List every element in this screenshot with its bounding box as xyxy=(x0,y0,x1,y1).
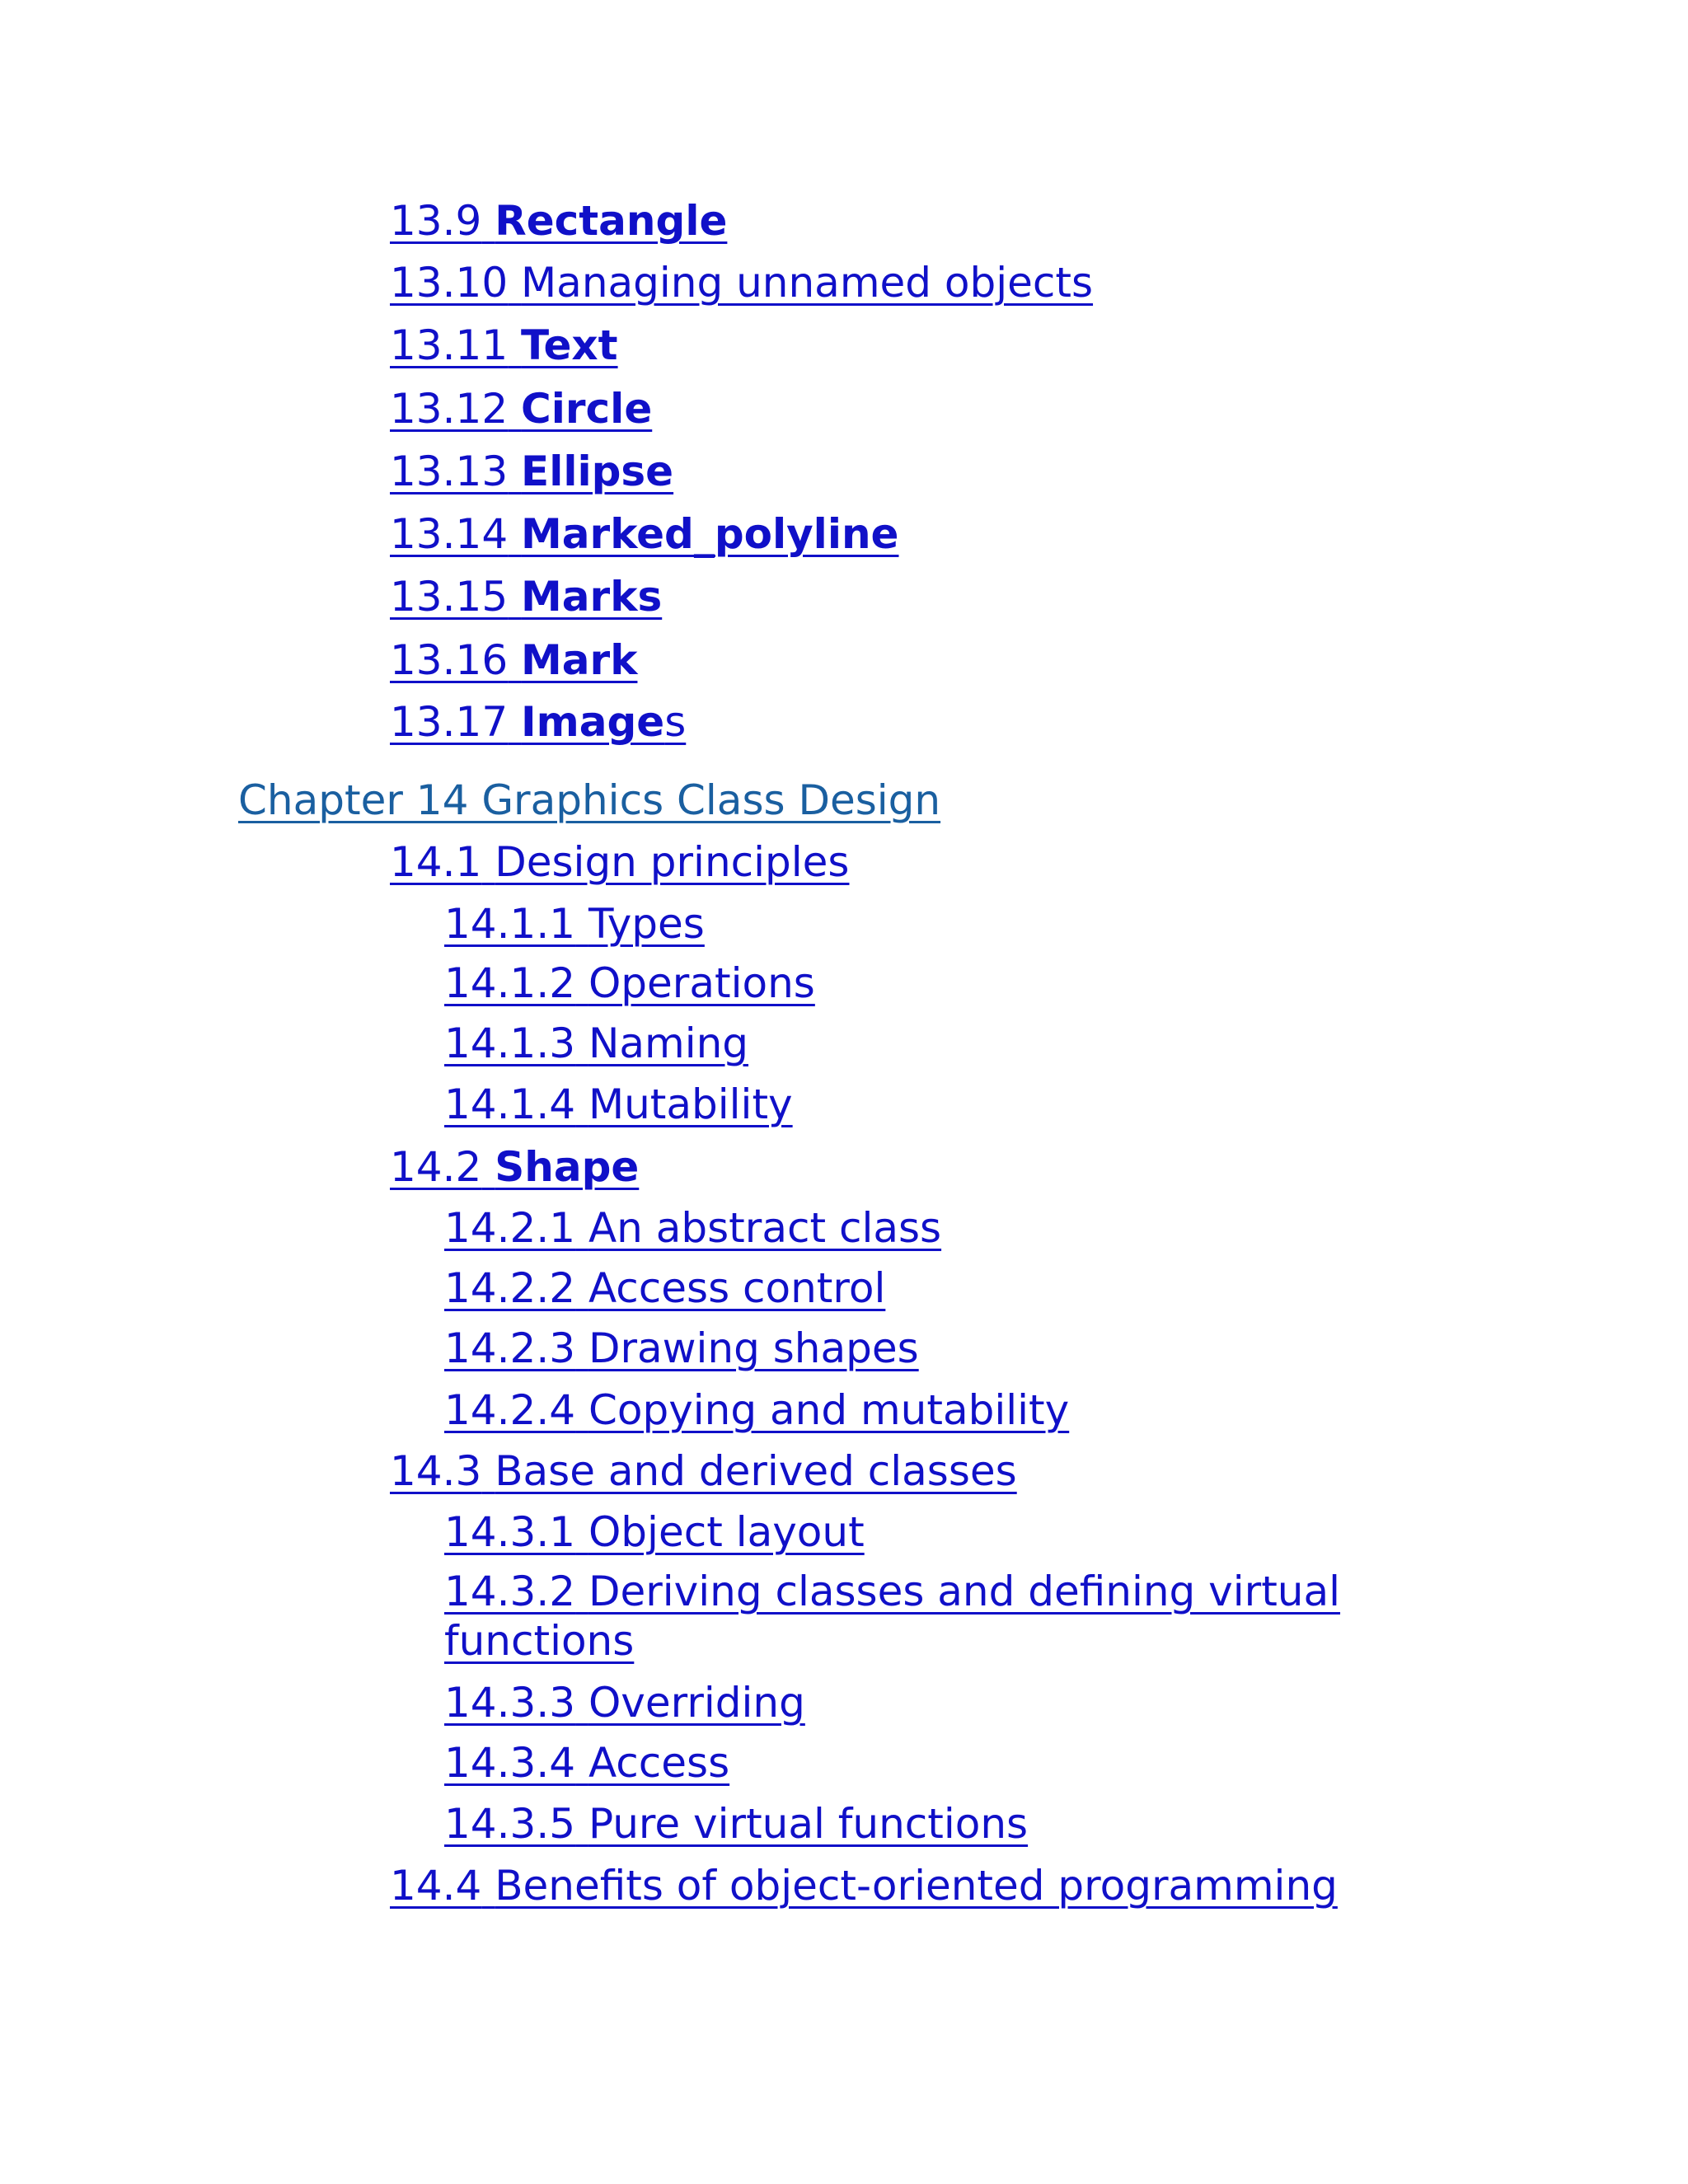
section-number: 13.10 xyxy=(390,259,509,307)
section-title: Mutability xyxy=(588,1080,793,1128)
section-number: 13.11 xyxy=(390,321,509,369)
section-number: 14.3.4 xyxy=(444,1739,576,1787)
toc-link-14-1[interactable] xyxy=(390,837,849,887)
section-number: 14.2.4 xyxy=(444,1386,576,1434)
toc-link-13-9[interactable] xyxy=(390,196,727,246)
section-title: Types xyxy=(588,900,705,948)
chapter-title: Chapter 14 Graphics Class Design xyxy=(238,776,941,824)
section-number: 13.12 xyxy=(390,385,509,433)
section-number: 14.1.4 xyxy=(444,1080,576,1128)
toc-link-13-12[interactable] xyxy=(390,384,652,434)
toc-link-14-2-2[interactable] xyxy=(444,1263,885,1313)
section-number: 13.15 xyxy=(390,573,509,621)
section-title: Shape xyxy=(495,1143,640,1191)
section-number: 14.3.1 xyxy=(444,1508,576,1556)
section-title: Benefits of object-oriented programming xyxy=(495,1862,1338,1910)
toc-link-14-3-3[interactable] xyxy=(444,1678,805,1727)
toc-link-13-10[interactable] xyxy=(390,258,1093,307)
section-title: An abstract class xyxy=(588,1204,942,1252)
toc-link-13-17[interactable] xyxy=(390,697,686,747)
section-title: Access control xyxy=(588,1264,886,1312)
section-title xyxy=(521,698,686,746)
section-number: 13.16 xyxy=(390,636,509,684)
section-number: 14.1 xyxy=(390,838,482,886)
toc-link-14-2-1[interactable] xyxy=(444,1203,941,1253)
section-title: Mark xyxy=(521,636,638,684)
section-number: 14.2.1 xyxy=(444,1204,576,1252)
toc-link-14-2-3[interactable] xyxy=(444,1324,919,1373)
section-title: Overriding xyxy=(588,1679,805,1727)
section-title: Copying and mutability xyxy=(588,1386,1070,1434)
toc-link-14-4[interactable] xyxy=(390,1861,1338,1910)
section-title: Text xyxy=(521,321,618,369)
section-title: Naming xyxy=(588,1019,749,1067)
section-number: 14.4 xyxy=(390,1862,482,1910)
section-number: 14.2.3 xyxy=(444,1324,576,1372)
section-number: 14.3 xyxy=(390,1447,482,1495)
section-title: Rectangle xyxy=(495,197,728,245)
toc-link-14-1-4[interactable] xyxy=(444,1080,793,1129)
toc-link-14-3[interactable] xyxy=(390,1446,1017,1496)
section-number: 14.1.3 xyxy=(444,1019,576,1067)
section-title: Circle xyxy=(521,385,653,433)
section-number: 14.1.2 xyxy=(444,959,576,1007)
section-title: Drawing shapes xyxy=(588,1324,919,1372)
section-title-plain-part: s xyxy=(664,698,687,746)
toc-link-14-3-2[interactable] xyxy=(444,1567,1392,1666)
toc-link-chapter-14[interactable] xyxy=(238,776,940,825)
section-title: Ellipse xyxy=(521,448,674,495)
toc-link-13-16[interactable] xyxy=(390,635,637,685)
section-number: 14.3.3 xyxy=(444,1679,576,1727)
toc-link-14-3-5[interactable] xyxy=(444,1799,1028,1849)
section-number: 14.1.1 xyxy=(444,900,576,948)
section-number: 14.2.2 xyxy=(444,1264,576,1312)
section-title: Operations xyxy=(588,959,815,1007)
section-title: Object layout xyxy=(588,1508,865,1556)
section-number: 14.3.5 xyxy=(444,1800,576,1848)
toc-link-14-1-3[interactable] xyxy=(444,1019,748,1068)
section-title: Marked_polyline xyxy=(521,510,899,558)
toc-link-14-2-4[interactable] xyxy=(444,1385,1069,1435)
toc-link-14-3-4[interactable] xyxy=(444,1738,729,1788)
section-title: Managing unnamed objects xyxy=(521,259,1094,307)
section-title: Access xyxy=(588,1739,730,1787)
section-title: Deriving classes and defining virtual functions xyxy=(444,1568,1341,1665)
toc-link-14-1-1[interactable] xyxy=(444,899,705,949)
toc-link-13-14[interactable] xyxy=(390,509,898,559)
toc-link-13-15[interactable] xyxy=(390,572,662,621)
toc-link-13-11[interactable] xyxy=(390,321,618,370)
section-title: Design principles xyxy=(495,838,850,886)
section-number: 14.3.2 xyxy=(444,1568,576,1615)
toc-link-13-13[interactable] xyxy=(390,447,673,496)
section-title: Base and derived classes xyxy=(495,1447,1017,1495)
section-number: 13.14 xyxy=(390,510,509,558)
toc-link-14-1-2[interactable] xyxy=(444,958,815,1008)
section-number: 14.2 xyxy=(390,1143,482,1191)
section-title: Pure virtual functions xyxy=(588,1800,1029,1848)
section-number: 13.9 xyxy=(390,197,482,245)
toc-link-14-3-1[interactable] xyxy=(444,1507,865,1557)
section-title: Marks xyxy=(521,573,663,621)
section-number: 13.17 xyxy=(390,698,509,746)
section-title-bold-part: Image xyxy=(521,698,665,746)
section-number: 13.13 xyxy=(390,448,509,495)
toc-link-14-2[interactable] xyxy=(390,1142,639,1192)
